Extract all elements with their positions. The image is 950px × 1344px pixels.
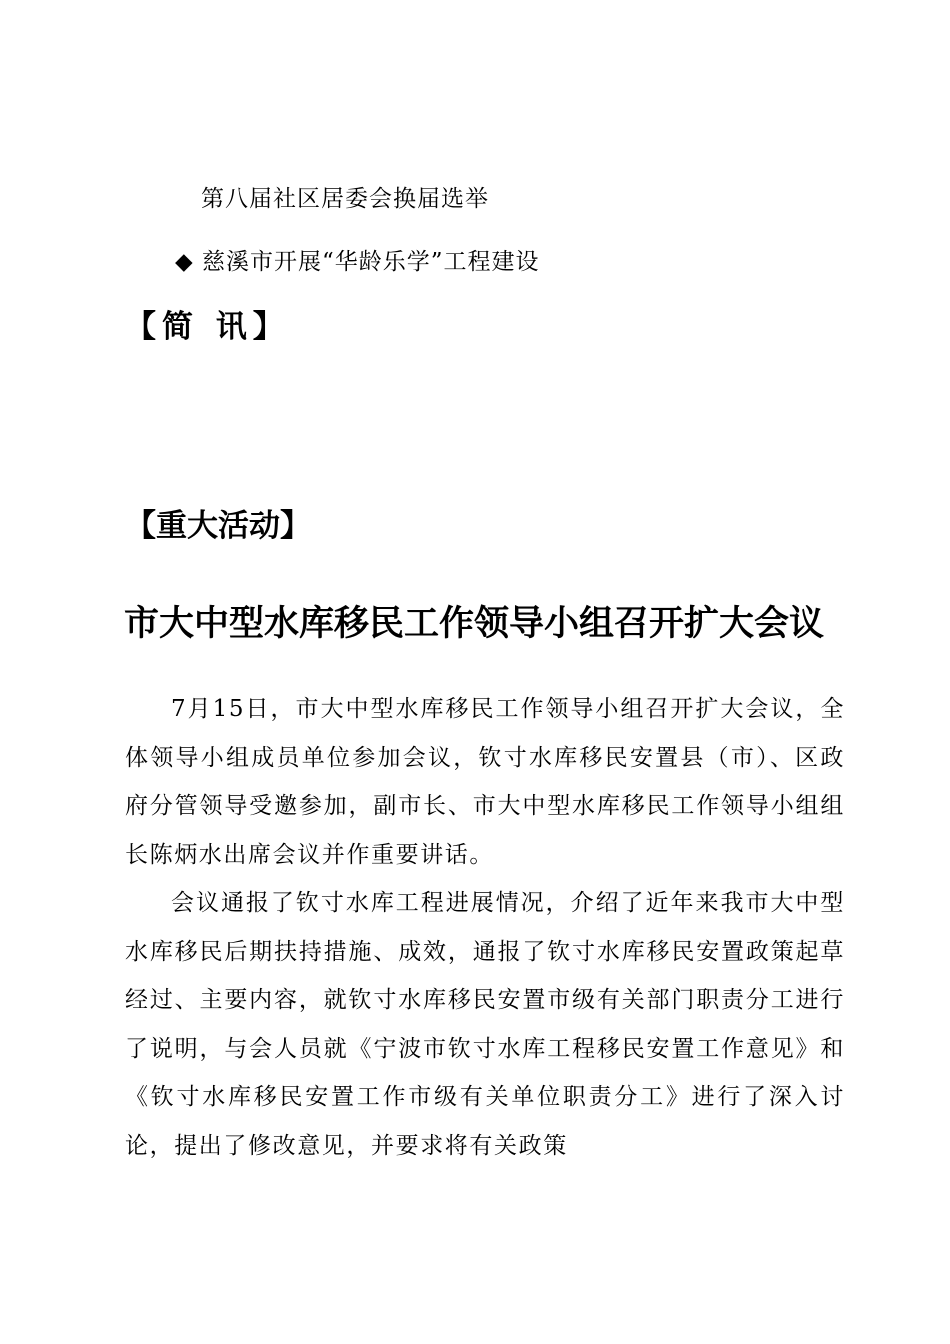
toc-item-cixi-learning: ◆ 慈溪市开展“华龄乐学”工程建设 bbox=[175, 249, 540, 275]
section-heading-major-events: 【重大活动】 bbox=[125, 508, 311, 544]
toc-item-election: 第八届社区居委会换届选举 bbox=[201, 186, 489, 212]
section-heading-brief-news: 【简 讯】 bbox=[125, 309, 290, 345]
article-body bbox=[125, 685, 845, 1170]
article-paragraph-1: 7月15日，市大中型水库移民工作领导小组召开扩大会议，全体领导小组成员单位参加会议，钦寸水库移民安置县（市）、区政府分管领导受邀参加，副市长、市大中型水库移民工作领导小组组长陈炳水出席会议并作重要讲话。 bbox=[125, 696, 845, 868]
article-paragraph-2: 会议通报了钦寸水库工程进展情况，介绍了近年来我市大中型水库移民后期扶持措施、成效，通报了钦寸水库移民安置政策起草经过、主要内容，就钦寸水库移民安置市级有关部门职责分工进行了说明，与会人员就《宁波市钦寸水库工程移民安置工作意见》和《钦寸水库移民安置工作市级有关单位职责分工》进行了深入讨论，提出了修改意见，并要求将有关政策 bbox=[125, 890, 845, 1159]
article-title: 市大中型水库移民工作领导小组召开扩大会议 bbox=[124, 603, 825, 644]
